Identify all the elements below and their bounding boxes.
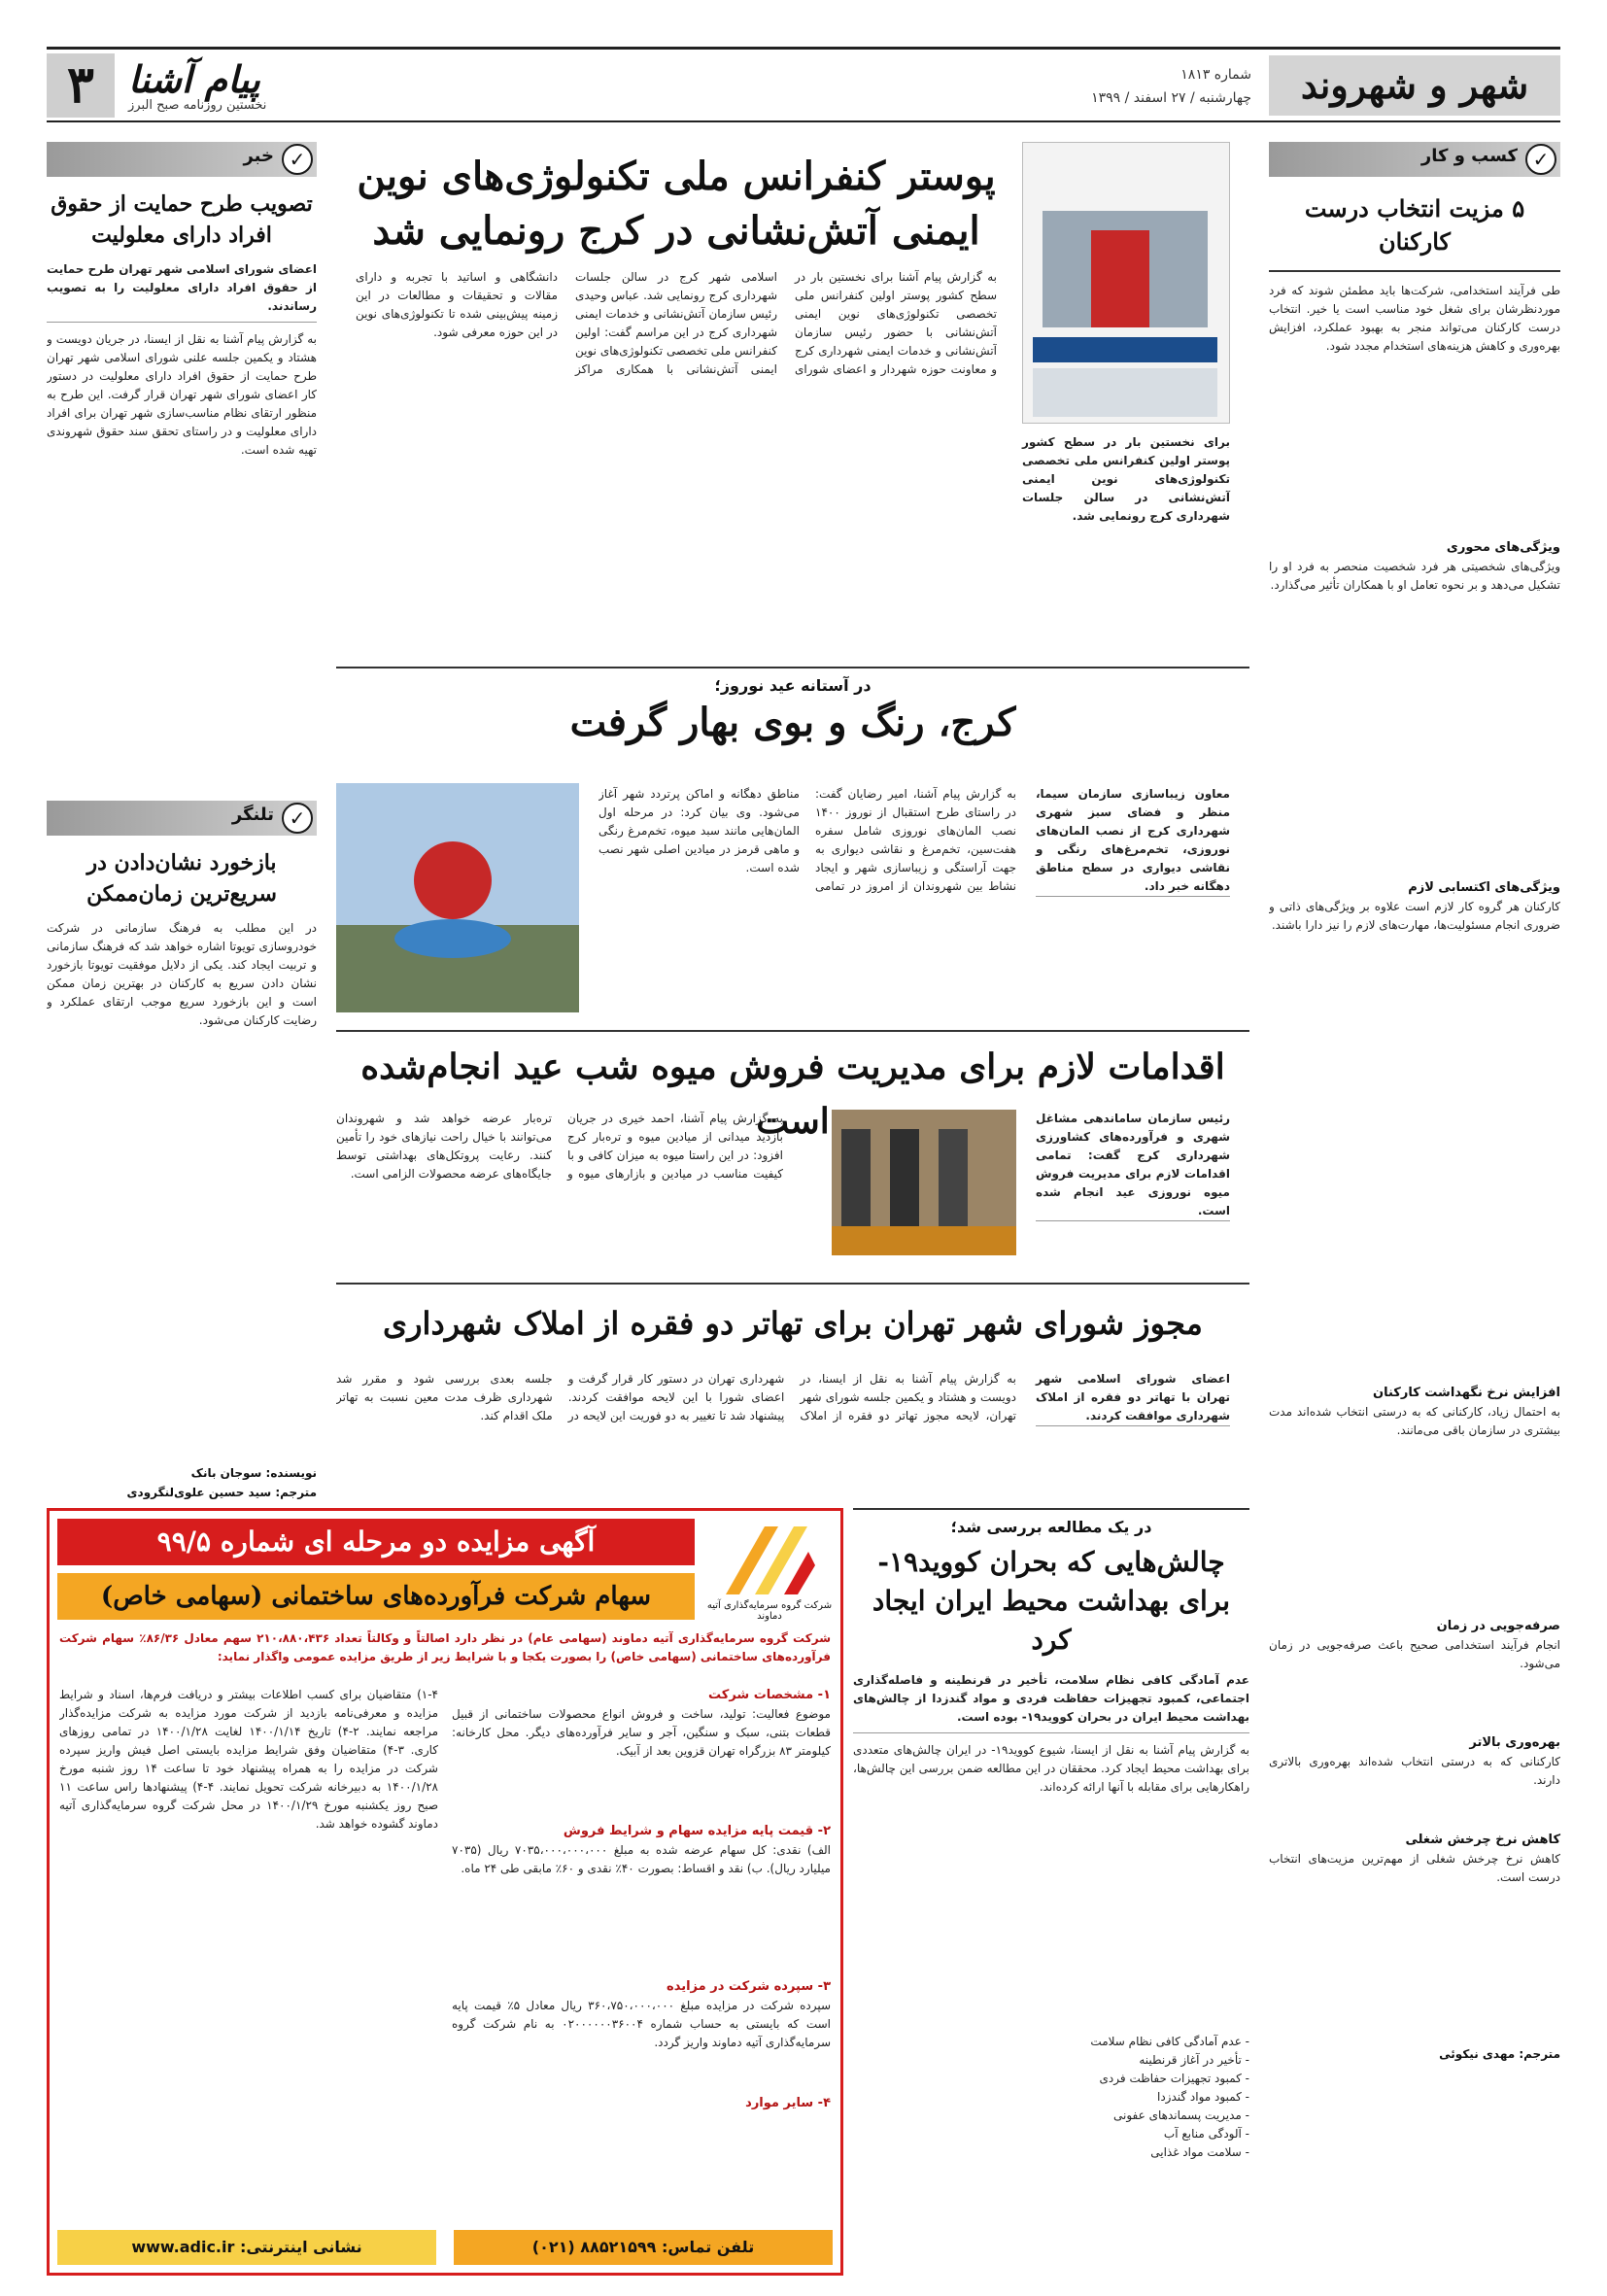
covid-list-item: - کمبود تجهیزات حفاظت فردی [1099,2072,1249,2085]
ad-section-1: ۱- مشخصات شرکت [708,1688,831,1702]
ad-title-2: سهام شرکت فرآورده‌های ساختمانی (سهامی خاص) [57,1573,695,1620]
left-story1-lead: اعضای شورای اسلامی شهر تهران طرح حمایت از حقوق افراد دارای معلولیت را به تصویب رساندند. [47,260,317,323]
auction-ad [47,1508,843,2276]
story4-body: به گزارش پیام آشنا به نقل از ایسنا، در دویست و هشتاد و یکمین جلسه شورای شهر تهران، لایحه مجوز تهاتر دو فقره از املاک شهرداری تهران در دستور کار قرار گرفت و اعضای شورا با این لایحه موافقت کردند. پیشنهاد شد تا تغییر به دو فوریت این لایحه در جلسه بعدی بررسی شود و مقرر شد شهرداری ظرف مدت معین نسبت به تهاتر ملک اقدام کند. [336,1372,1016,1422]
business-title: ۵ مزیت انتخاب درست کارکنان [1304,194,1525,256]
right-column [1269,142,1560,2064]
covid-list-item: - مدیریت پسماندهای عفونی [1112,2108,1249,2122]
ad-left-body: ۱-۴) متقاضیان برای کسب اطلاعات بیشتر و دریافت فرم‌ها، اسناد و شرایط مزایده و معرفی‌نامه بازدید از شرکت مورد مزایده به شرکت مزایده‌گذار مراجعه نمایند. ۲-۴) تاریخ ۱۴۰۰/۱/۱۴ لغایت ۱۴۰۰/۱/۲۸ در تمامی روزهای کاری. ۳-۴) متقاضیان وفق شرایط مزایده بایستی اصل فیش واریز سپرده شرکت در مزایده را به همراه پیشنهاد خود تا ساعت ۱۴ روز شنبه مورخ ۱۴۰۰/۱/۲۸ به دبیرخانه شرکت تحویل نمایند. ۴-۴) پیشنهادها راس ساعت ۱۱ صبح روز یکشنبه مورخ ۱۴۰۰/۱/۲۹ در محل شرکت گروه سرمایه‌گذاری آتیه دماوند گشوده خواهد شد. [59,1688,438,1831]
left-story2-translator: مترجم: سید حسین علوی‌لنگرودی [126,1486,317,1499]
section-title: شهر و شهروند [1269,55,1560,116]
company-name: شرکت گروه سرمایه‌گذاری آتیه دماوند [706,1600,833,1622]
business-sub3-body: به احتمال زیاد، کارکنانی که به درستی انتخاب شده‌اند مدت بیشتری در سازمان باقی می‌مانند. [1269,1405,1560,1437]
business-subhead-6: کاهش نرخ چرخش شغلی [1405,1833,1560,1847]
story4-lead: اعضای شورای اسلامی شهر تهران با تهاتر دو فقره از املاک شهرداری موافقت کردند. [1036,1370,1230,1426]
covid-body: به گزارش پیام آشنا به نقل از ایسنا، شیوع کووید۱۹- در ایران چالش‌های متعددی برای بهداشت محیط ایجاد کرد. محققان در این مطالعه ضمن بررسی این چالش‌ها، راهکارهایی برای مقابله با آنها ارائه کرده‌اند. [853,1743,1249,1794]
story1-title: پوستر کنفرانس ملی تکنولوژی‌های نوین ایمنی آتش‌نشانی در کرج رونمایی شد [357,154,996,254]
story2-body: به گزارش پیام آشنا، امیر رضایان گفت: در راستای طرح استقبال از نوروز ۱۴۰۰ نصب المان‌های نوروزی شامل سفره هفت‌سین، تخم‌مرغ و نقاشی دیواری به جهت آراستگی و زیباسازی شهر و ایجاد نشاط بین شهروندان از امروز در تمامی مناطق دهگانه و اماکن پرتردد شهر آغاز می‌شود. وی بیان کرد: در مرحله اول المان‌هایی مانند سبد میوه، تخم‌مرغ رنگی و ماهی قرمز در میادین اصلی شهر نصب شده است. [598,787,1016,893]
story2-kicker: در آستانه عید نوروز؛ [714,676,872,695]
issue-number: شماره ۱۸۱۳ [1180,67,1251,83]
fruit-market-photo [832,1110,1016,1255]
page-number: ۳ [47,53,115,118]
ad-section-2-body: الف) نقدی: کل سهام عرضه شده به مبلغ ۷۰۳۵،۰۰۰،۰۰۰،۰۰۰ ریال (۷۰۳۵ میلیارد ریال). ب) نقد و اقساط: بصورت ۴۰٪ نقدی و ۶۰٪ مابقی طی ۲۴ ماه. [452,1843,831,1875]
story3-lead: رئیس سازمان ساماندهی مشاغل شهری و فرآورده‌های کشاورزی شهرداری کرج گفت: تمامی اقدامات لازم برای مدیریت فروش میوه نوروزی عید انجام شده است. [1036,1110,1230,1221]
story4-title: مجوز شورای شهر تهران برای تهاتر دو فقره از املاک شهرداری [383,1305,1203,1342]
covid-list-item: - آلودگی منابع آب [1163,2127,1249,2141]
covid-lead: عدم آمادگی کافی نظام سلامت، تأخیر در قرنطینه و فاصله‌گذاری اجتماعی، کمبود تجهیزات حفاظت فردی و مواد گندزدا از چالش‌های بهداشت محیط ایران در بحران کووید۱۹- بوده است. [853,1671,1249,1733]
covid-title: چالش‌هایی که بحران کووید۱۹- برای بهداشت محیط ایران ایجاد کرد [872,1546,1231,1656]
column-header-news: ✓ خبر [47,142,317,177]
business-body: طی فرآیند استخدامی، شرکت‌ها باید مطمئن شوند که فرد موردنظرشان برای شغل خود مناسب است یا خیر. انتخاب درست کارکنان می‌تواند منجر به بهبود عملکرد، افزایش بهره‌وری و کاهش هزینه‌های استخدام مجدد شود. [1269,284,1560,353]
business-translator: مترجم: مهدی نیکوئی [1439,2047,1560,2061]
conference-poster-image [1022,142,1230,424]
story-covid [853,1508,1249,2246]
company-logo [706,1519,833,1626]
story2-title: کرج، رنگ و بوی بهار گرفت [569,700,1016,745]
ad-intro: شرکت گروه سرمایه‌گذاری آتیه دماوند (سهامی عام) در نظر دارد اصالتاً و وکالتاً تعداد ۲۱۰،۸۸۰،۴۳۶ سهم معادل ۸۶/۳۶٪ سهام شرکت فرآورده‌های ساختمانی (سهامی خاص) را بصورت یکجا و با شرایط زیر از طریق مزایده عمومی واگذار نماید: [59,1631,831,1663]
ad-phone: تلفن تماس: ۸۸۵۲۱۵۹۹ (۰۲۱) [454,2230,833,2265]
masthead [47,47,1560,122]
paper-subtitle: نخستین روزنامه صبح البرز [128,98,267,113]
left-story1-title: تصویب طرح حمایت از حقوق افراد دارای معلولیت [51,191,313,248]
ad-section-4: ۴- سایر موارد [745,2096,831,2110]
business-subhead-5: بهره‌وری بالاتر [1469,1735,1560,1750]
ad-section-3-body: سپرده شرکت در مزایده مبلغ ۳۶۰،۷۵۰،۰۰۰،۰۰۰ ریال معادل ۵٪ قیمت پایه است که بایستی به حساب شماره ۰۲۰۰۰۰۰۰۳۶۰۰۴ به نام شرکت گروه سرمایه‌گذاری آتیه دماوند واریز گردد. [452,1999,831,2049]
ad-website-label: نشانی اینترنتی: [239,2238,362,2256]
column-header-talangor: ✓ تلنگر [47,801,317,836]
story-nowruz [336,667,1249,1028]
column-header-business: ✓ کسب و کار [1269,142,1560,177]
ad-website-link[interactable]: www.adic.ir [131,2238,235,2256]
story-tehran-council [336,1283,1249,1502]
issue-date: چهارشنبه / ۲۷ اسفند / ۱۳۹۹ [1091,90,1251,106]
left-story1-body: به گزارش پیام آشنا به نقل از ایسنا، در جریان دویست و هشتاد و یکمین جلسه علنی شورای اسلامی شهر تهران طرح حمایت از حقوق افراد دارای معلولیت در دستور کار اعضای شورای شهر تهران قرار گرفت. این طرح به منظور ارتقای نظام مناسب‌سازی شهر تهران برای افراد دارای معلولیت و در راستای تحقق سند حقوق شهروندی تهیه شده است. [47,332,317,457]
business-subhead-3: افزایش نرخ نگهداشت کارکنان [1373,1386,1560,1400]
divider [1269,270,1560,272]
business-sub6-body: کاهش نرخ چرخش شغلی از مهم‌ترین مزیت‌های انتخاب درست است. [1269,1852,1560,1884]
left-story2-title: بازخورد نشان‌دادن در سریع‌ترین زمان‌ممکن [86,850,277,907]
issue-info [1091,63,1251,110]
covid-list-item: - کمبود مواد گندزدا [1157,2090,1249,2104]
check-icon: ✓ [282,144,313,175]
left-story2-author: نویسنده: سوجان بانک [190,1466,317,1480]
left-story2-body: در این مطلب به فرهنگ سازمانی در شرکت خودروسازی تویوتا اشاره خواهد شد که فرهنگ سازمانی و تربیت ایجاد کند. یکی از دلایل موفقیت تویوتا بازخورد نشان دادن سریع به کارکنان در بهترین زمان ممکن است و این بازخورد سریع موجب ارتقای عملکرد و رضایت کارکنان می‌شود. [47,921,317,1027]
ad-section-1-body: موضوع فعالیت: تولید، ساخت و فروش انواع محصولات ساختمانی از قبیل قطعات بتنی، سبک و سنگین، آجر و سایر فرآورده‌های دیگر. محل کارخانه: کیلومتر ۸۳ بزرگراه تهران قزوین بعد از آبیک. [452,1707,831,1758]
ad-website-bar [57,2230,436,2265]
business-subhead-2: ویژگی‌های اکتسابی لازم [1408,880,1560,895]
story3-body: به گزارش پیام آشنا، احمد خیری در جریان بازدید میدانی از میادین میوه و تره‌بار کرج افزود: در این راستا میوه به میزان کافی و با کیفیت مناسب در میادین و بازارهای میوه و تره‌بار عرضه خواهد شد و شهروندان می‌توانند با خیال راحت نیازهای خود را تأمین کنند. رعایت پروتکل‌های بهداشتی توسط جایگاه‌های عرضه محصولات الزامی است. [336,1112,783,1181]
business-sub4-body: انجام فرآیند استخدامی صحیح باعث صرفه‌جویی در زمان می‌شود. [1269,1638,1560,1670]
story-fire-conference [336,142,1249,659]
nowruz-photo [336,783,579,1012]
ad-section-3: ۳- سپرده شرکت در مزایده [667,1979,831,1994]
left-column [47,142,317,1502]
covid-list-item: - عدم آمادگی کافی نظام سلامت [1090,2035,1249,2048]
paper-logo [47,53,396,118]
story1-body: به گزارش پیام آشنا برای نخستین بار در سطح کشور پوستر اولین کنفرانس ملی تخصصی تکنولوژی‌های نوین ایمنی آتش‌نشانی با حضور رئیس سازمان آتش‌نشانی و خدمات ایمنی شهرداری کرج و معاونت حوزه شهردار و اعضای شورای اسلامی شهر کرج در سالن جلسات شهرداری کرج رونمایی شد. عباس وحیدی رئیس سازمان آتش‌نشانی و خدمات ایمنی شهرداری کرج در این مراسم گفت: اولین کنفرانس ملی تخصصی تکنولوژی‌های نوین ایمنی آتش‌نشانی با همکاری مراکز دانشگاهی و اساتید با تجربه و دارای مقالات و تحقیقات و مطالعات در این زمینه پیش‌بینی شده تا تکنولوژی‌های نوین در این حوزه معرفی شود. [356,270,997,376]
story3-title: اقدامات لازم برای مدیریت فروش میوه شب عید انجام‌شده است [360,1046,1225,1142]
story-fruit-sales [336,1030,1249,1273]
ad-title-1: آگهی مزایده دو مرحله ای شماره ۹۹/۵ [57,1519,695,1565]
covid-list [853,2033,1249,2162]
business-sub2-body: کارکنان هر گروه کار لازم است علاوه بر ویژگی‌های ذاتی و ضروری انجام مسئولیت‌ها، مهارت‌های لازم را نیز دارا باشند. [1269,900,1560,932]
story2-lead: معاون زیباسازی سازمان سیما، منظر و فضای سبز شهری شهرداری کرج از نصب المان‌های نوروزی، تخم‌مرغ‌های رنگی و نقاشی دیواری در سطح مناطق دهگانه خبر داد. [1036,785,1230,897]
paper-name: پیام آشنا [128,57,260,101]
check-icon: ✓ [1525,144,1556,175]
check-icon: ✓ [282,803,313,834]
ad-right-column [452,1686,831,2113]
company-logo-icon [706,1519,833,1596]
business-sub5-body: کارکنانی که به درستی انتخاب شده‌اند بهره‌وری بالاتری دارند. [1269,1755,1560,1787]
covid-list-item: - تأخیر در آغاز قرنطینه [1139,2053,1249,2067]
poster-caption: برای نخستین بار در سطح کشور پوستر اولین کنفرانس ملی تخصصی تکنولوژی‌های نوین ایمنی آتش‌نشانی در سالن جلسات شهرداری کرج رونمایی شد. [1022,435,1230,523]
business-subhead-4: صرفه‌جویی در زمان [1436,1619,1560,1633]
ad-section-2: ۲- قیمت پایه مزایده سهام و شرایط فروش [563,1824,831,1838]
covid-kicker: در یک مطالعه بررسی شد؛ [950,1518,1152,1536]
business-sub1-body: ویژگی‌های شخصیتی هر فرد شخصیت منحصر به فرد او را تشکیل می‌دهد و بر نحوه تعامل او با همکاران تأثیر می‌گذارد. [1269,560,1560,592]
covid-list-item: - سلامت مواد غذایی [1150,2145,1249,2159]
business-subhead-1: ویژگی‌های محوری [1446,540,1560,555]
